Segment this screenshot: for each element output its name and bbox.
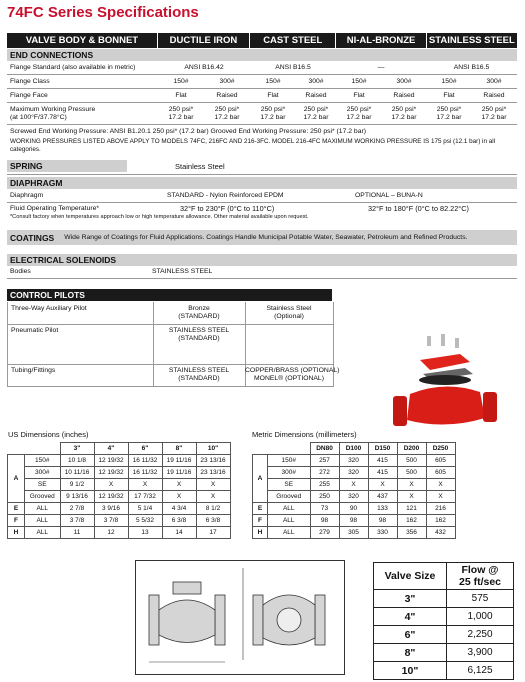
us-dims-table (7, 442, 231, 539)
flange-class-cell: 300# (396, 78, 412, 85)
flow-valve-size: 6" (374, 626, 447, 644)
metric-dims-title: Metric Dimensions (millimeters) (252, 430, 357, 439)
dims-row (8, 515, 231, 527)
dims-cell: X (162, 479, 196, 491)
pilot-optional-material: COPPER/BRASS (OPTIONAL) (245, 367, 340, 374)
pilots-table (7, 302, 340, 387)
flow-row (374, 644, 514, 662)
flow-valve-size: 3" (374, 590, 447, 608)
pilot-label: Three-Way Auxiliary Pilot (11, 305, 87, 312)
mwp-psi-cell: 250 psi* (481, 106, 507, 113)
dims-row (253, 455, 456, 467)
mwp-bar-cell: 17.2 bar (391, 114, 417, 121)
flow-row (374, 662, 514, 680)
flow-value: 575 (447, 590, 514, 608)
dims-cell: 5 1/4 (128, 503, 162, 515)
dims-cell: 8 1/2 (196, 503, 230, 515)
dims-cell: 90 (339, 503, 368, 515)
dims-row (8, 455, 231, 467)
mwp-psi-cell: 250 psi* (214, 106, 240, 113)
flange-face-label: Flange Face (10, 92, 48, 99)
dims-cell: 23 13/16 (196, 467, 230, 479)
flow-table (373, 562, 514, 680)
dims-cell: 250 (310, 491, 339, 503)
dims-corner (268, 443, 311, 455)
dims-cell: 12 19/32 (94, 491, 128, 503)
dims-cell: 98 (339, 515, 368, 527)
section-spring: SPRING (7, 160, 127, 172)
pilot-standard-material: STAINLESS STEEL (168, 327, 230, 334)
dims-row (8, 479, 231, 491)
dims-cell: 3 7/8 (94, 515, 128, 527)
dims-cell: X (339, 479, 368, 491)
pilot-optional-note: (Optional) (274, 313, 304, 320)
dims-group-label: F (8, 515, 25, 527)
dims-cell: 415 (368, 455, 397, 467)
dims-cell: 279 (310, 527, 339, 539)
dims-cell: 5 5/32 (128, 515, 162, 527)
dims-group-label: F (253, 515, 268, 527)
dims-row-label: 150# (25, 455, 61, 467)
flange-standard-label: Flange Standard (also available in metric) (10, 64, 136, 71)
dims-col-header: 3" (60, 443, 94, 455)
flange-class-label: Flange Class (10, 78, 50, 85)
dims-row (8, 503, 231, 515)
dims-row-label: 150# (268, 455, 311, 467)
screwed-end-note: Screwed End Working Pressure: ANSI B1.20.1 250 psi* (17.2 bar) Grooved End Working Pressure: 250 psi* (17.2 bar) (10, 128, 367, 135)
flow-col-flow-line2: 25 ft/sec (458, 576, 502, 588)
flange-face-cell: Flat (267, 92, 279, 99)
solenoid-bodies-value: STAINLESS STEEL (152, 268, 213, 275)
dims-row-label: ALL (268, 515, 311, 527)
pilot-standard-note: (STANDARD) (178, 375, 220, 382)
dims-row (253, 467, 456, 479)
working-pressure-note-cont: categories. (10, 146, 41, 153)
dims-cell: 17 (196, 527, 230, 539)
page-title: 74FC Series Specifications (7, 4, 199, 21)
mwp-bar-cell: 17.2 bar (436, 114, 462, 121)
dims-header-row (8, 443, 231, 455)
mwp-psi-cell: 250 psi* (436, 106, 462, 113)
dims-row-label: 300# (268, 467, 311, 479)
dims-cell: X (368, 479, 397, 491)
coatings-label: COATINGS (10, 232, 55, 243)
flow-col-flow (447, 563, 514, 590)
dims-col-header: D150 (368, 443, 397, 455)
dims-cell: 17 7/32 (128, 491, 162, 503)
flange-face-cell: Raised (393, 92, 415, 99)
dims-cell: X (162, 491, 196, 503)
mwp-psi-cell: 250 psi* (260, 106, 286, 113)
dims-row (253, 527, 456, 539)
mwp-bar-cell: 17.2 bar (168, 114, 194, 121)
dims-cell: 432 (426, 527, 455, 539)
metric-dims-table (252, 442, 456, 539)
dims-row-label: 300# (25, 467, 61, 479)
mwp-label: Maximum Working Pressure (10, 106, 96, 113)
coatings-value: Wide Range of Coatings for Fluid Applications. Coatings Handle Municipal Potable Water, Seawater, Petroleum and Refined Products. (64, 234, 468, 241)
flow-row (374, 626, 514, 644)
dims-cell: 9 1/2 (60, 479, 94, 491)
dims-cell: 9 13/16 (60, 491, 94, 503)
dims-corner (253, 443, 268, 455)
dims-cell: X (397, 491, 426, 503)
section-end-connections: END CONNECTIONS (7, 49, 517, 61)
dims-group-label: E (253, 503, 268, 515)
section-diaphragm: DIAPHRAGM (7, 177, 517, 189)
dims-row (253, 479, 456, 491)
header-cast-steel: CAST STEEL (250, 33, 336, 48)
dims-row-label: SE (268, 479, 311, 491)
dims-group-label: E (8, 503, 25, 515)
temperature-standard: 32°F to 230°F (0°C to 110°C) (180, 204, 275, 213)
dims-cell: 162 (397, 515, 426, 527)
dims-cell: 14 (162, 527, 196, 539)
dims-row-label: ALL (25, 503, 61, 515)
flow-valve-size: 10" (374, 662, 447, 680)
flow-col-valve-size: Valve Size (374, 563, 447, 590)
dims-cell: 98 (310, 515, 339, 527)
dimension-drawing (135, 560, 345, 675)
dims-cell: 23 13/16 (196, 455, 230, 467)
flange-standard-stainless: ANSI B16.5 (453, 64, 490, 71)
working-pressure-note: WORKING PRESSURES LISTED ABOVE APPLY TO MODELS 74FC, 216FC AND 216-3FC. MODEL 216-4FC MAXIMUM WORKING PRESSURE IS 175 psi (12.1 bar) in all (10, 138, 496, 145)
dims-row-label: Grooved (268, 491, 311, 503)
dims-cell: 19 11/16 (162, 455, 196, 467)
pilot-standard-note: (STANDARD) (178, 313, 220, 320)
dims-cell: 257 (310, 455, 339, 467)
dims-group-a: A (253, 455, 268, 503)
temperature-label: Fluid Operating Temperature* (10, 205, 100, 212)
dims-row (253, 503, 456, 515)
mwp-label-temp: (at 100°F/37.78°C) (10, 114, 67, 121)
dims-cell: 3 9/16 (94, 503, 128, 515)
diaphragm-label: Diaphragm (10, 192, 44, 199)
dims-cell: 11 (60, 527, 94, 539)
dims-cell: 305 (339, 527, 368, 539)
dims-row-label: ALL (25, 515, 61, 527)
mwp-bar-cell: 17.2 bar (303, 114, 329, 121)
flow-col-flow-line1: Flow @ (461, 564, 499, 576)
section-control-pilots: CONTROL PILOTS (7, 289, 332, 301)
flange-class-cell: 150# (173, 78, 189, 85)
dims-header-row (253, 443, 456, 455)
valve-exploded-illustration (385, 330, 510, 430)
flange-face-cell: Flat (353, 92, 365, 99)
dims-cell: 121 (397, 503, 426, 515)
pilot-label: Pneumatic Pilot (11, 327, 59, 334)
dims-cell: X (397, 479, 426, 491)
flow-value: 2,250 (447, 626, 514, 644)
dims-cell: 12 19/32 (94, 455, 128, 467)
mwp-psi-cell: 250 psi* (391, 106, 417, 113)
dims-cell: 12 (94, 527, 128, 539)
header-stainless-steel: STAINLESS STEEL (428, 35, 515, 46)
us-dims-title: US Dimensions (inches) (8, 430, 89, 439)
dims-cell: 320 (339, 455, 368, 467)
dims-cell: 6 3/8 (196, 515, 230, 527)
dims-col-header: D200 (397, 443, 426, 455)
dims-row (253, 515, 456, 527)
dims-cell: 16 11/32 (128, 467, 162, 479)
dims-cell: 16 11/32 (128, 455, 162, 467)
flow-valve-size: 4" (374, 608, 447, 626)
dims-col-header: D100 (339, 443, 368, 455)
pilot-standard-material: Bronze (188, 305, 210, 312)
dims-cell: X (128, 479, 162, 491)
dims-row-label: SE (25, 479, 61, 491)
flange-standard-cast: ANSI B16.5 (275, 64, 311, 71)
dims-cell: 272 (310, 467, 339, 479)
flange-standard-ductile: ANSI B16.42 (184, 64, 224, 71)
flange-class-cell: 300# (486, 78, 502, 85)
spec-header (7, 33, 517, 48)
dims-corner (25, 443, 61, 455)
flow-row (374, 590, 514, 608)
dims-cell: 415 (368, 467, 397, 479)
dims-cell: 320 (339, 491, 368, 503)
dims-cell: X (196, 491, 230, 503)
mwp-bar-cell: 17.2 bar (346, 114, 372, 121)
dims-cell: 437 (368, 491, 397, 503)
dims-cell: 356 (397, 527, 426, 539)
dims-cell: 12 19/32 (94, 467, 128, 479)
dims-cell: 10 1/8 (60, 455, 94, 467)
pilot-label: Tubing/Fittings (11, 367, 56, 374)
mwp-bar-cell: 17.2 bar (260, 114, 286, 121)
dims-col-header: 6" (128, 443, 162, 455)
dims-cell: 330 (368, 527, 397, 539)
flow-valve-size: 8" (374, 644, 447, 662)
mwp-psi-cell: 250 psi* (303, 106, 329, 113)
dims-cell: 216 (426, 503, 455, 515)
temperature-note: *Consult factory when temperatures approach low or high temperature allowance. Other material available upon request. (10, 214, 309, 220)
dims-group-label: H (253, 527, 268, 539)
dims-row (8, 491, 231, 503)
dims-row (8, 527, 231, 539)
pilot-standard-material: STAINLESS STEEL (168, 367, 230, 374)
dims-cell: 320 (339, 467, 368, 479)
flange-class-cell: 150# (441, 78, 457, 85)
dims-group-label: H (8, 527, 25, 539)
dims-cell: 2 7/8 (60, 503, 94, 515)
flange-face-cell: Flat (175, 92, 187, 99)
diaphragm-optional: OPTIONAL – BUNA-N (355, 192, 423, 199)
dims-row-label: ALL (268, 527, 311, 539)
dims-col-header: 10" (196, 443, 230, 455)
flow-value: 1,000 (447, 608, 514, 626)
dims-cell: 605 (426, 467, 455, 479)
flow-value: 3,900 (447, 644, 514, 662)
section-solenoids: ELECTRICAL SOLENOIDS (7, 254, 517, 266)
pilot-standard-note: (STANDARD) (178, 335, 220, 342)
dims-col-header: 4" (94, 443, 128, 455)
dims-row-label: ALL (25, 527, 61, 539)
flange-face-cell: Raised (483, 92, 505, 99)
pilot-optional-material: Stainless Steel (266, 305, 312, 312)
dims-cell: 10 11/16 (60, 467, 94, 479)
dims-cell: 3 7/8 (60, 515, 94, 527)
dims-cell: X (426, 491, 455, 503)
section-coatings (7, 230, 517, 245)
dims-col-header: D250 (426, 443, 455, 455)
flange-face-cell: Raised (305, 92, 327, 99)
dims-cell: 13 (128, 527, 162, 539)
dims-cell: 73 (310, 503, 339, 515)
dims-cell: 4 3/4 (162, 503, 196, 515)
flange-standard-bronze: — (377, 64, 385, 71)
flange-face-cell: Flat (443, 92, 455, 99)
dims-corner (8, 443, 25, 455)
header-ni-al-bronze: NI-AL-BRONZE (336, 33, 426, 48)
mwp-bar-cell: 17.2 bar (214, 114, 240, 121)
mwp-psi-cell: 250 psi* (346, 106, 372, 113)
flange-face-cell: Raised (216, 92, 238, 99)
header-ductile-iron: DUCTILE IRON (158, 33, 250, 48)
dims-cell: X (196, 479, 230, 491)
dims-cell: 19 11/16 (162, 467, 196, 479)
solenoid-bodies-label: Bodies (10, 268, 31, 275)
dims-cell: 162 (426, 515, 455, 527)
flange-class-cell: 300# (219, 78, 235, 85)
dims-cell: 98 (368, 515, 397, 527)
temperature-optional: 32°F to 180°F (0°C to 82.22°C) (368, 204, 469, 213)
dims-cell: 6 3/8 (162, 515, 196, 527)
header-body-bonnet: VALVE BODY & BONNET (7, 33, 158, 48)
mwp-bar-cell: 17.2 bar (481, 114, 507, 121)
dims-cell: 500 (397, 467, 426, 479)
dims-cell: 255 (310, 479, 339, 491)
flange-class-cell: 150# (351, 78, 367, 85)
dims-group-a: A (8, 455, 25, 503)
dims-cell: 500 (397, 455, 426, 467)
dims-cell: X (94, 479, 128, 491)
dims-row (253, 491, 456, 503)
flow-row (374, 608, 514, 626)
flow-header-row (374, 563, 514, 590)
dims-row (8, 467, 231, 479)
flange-class-cell: 150# (265, 78, 281, 85)
diaphragm-standard: STANDARD - Nylon Reinforced EPDM (167, 192, 284, 199)
dims-cell: 605 (426, 455, 455, 467)
dims-cell: X (426, 479, 455, 491)
flow-value: 6,125 (447, 662, 514, 680)
mwp-psi-cell: 250 psi* (168, 106, 194, 113)
dims-row-label: Grooved (25, 491, 61, 503)
flange-class-cell: 300# (308, 78, 324, 85)
dims-col-header: 8" (162, 443, 196, 455)
dims-col-header: DN80 (310, 443, 339, 455)
pilot-optional-note: MONEL® (OPTIONAL) (254, 375, 324, 382)
dims-row-label: ALL (268, 503, 311, 515)
spring-value: Stainless Steel (175, 162, 225, 171)
dims-cell: 133 (368, 503, 397, 515)
